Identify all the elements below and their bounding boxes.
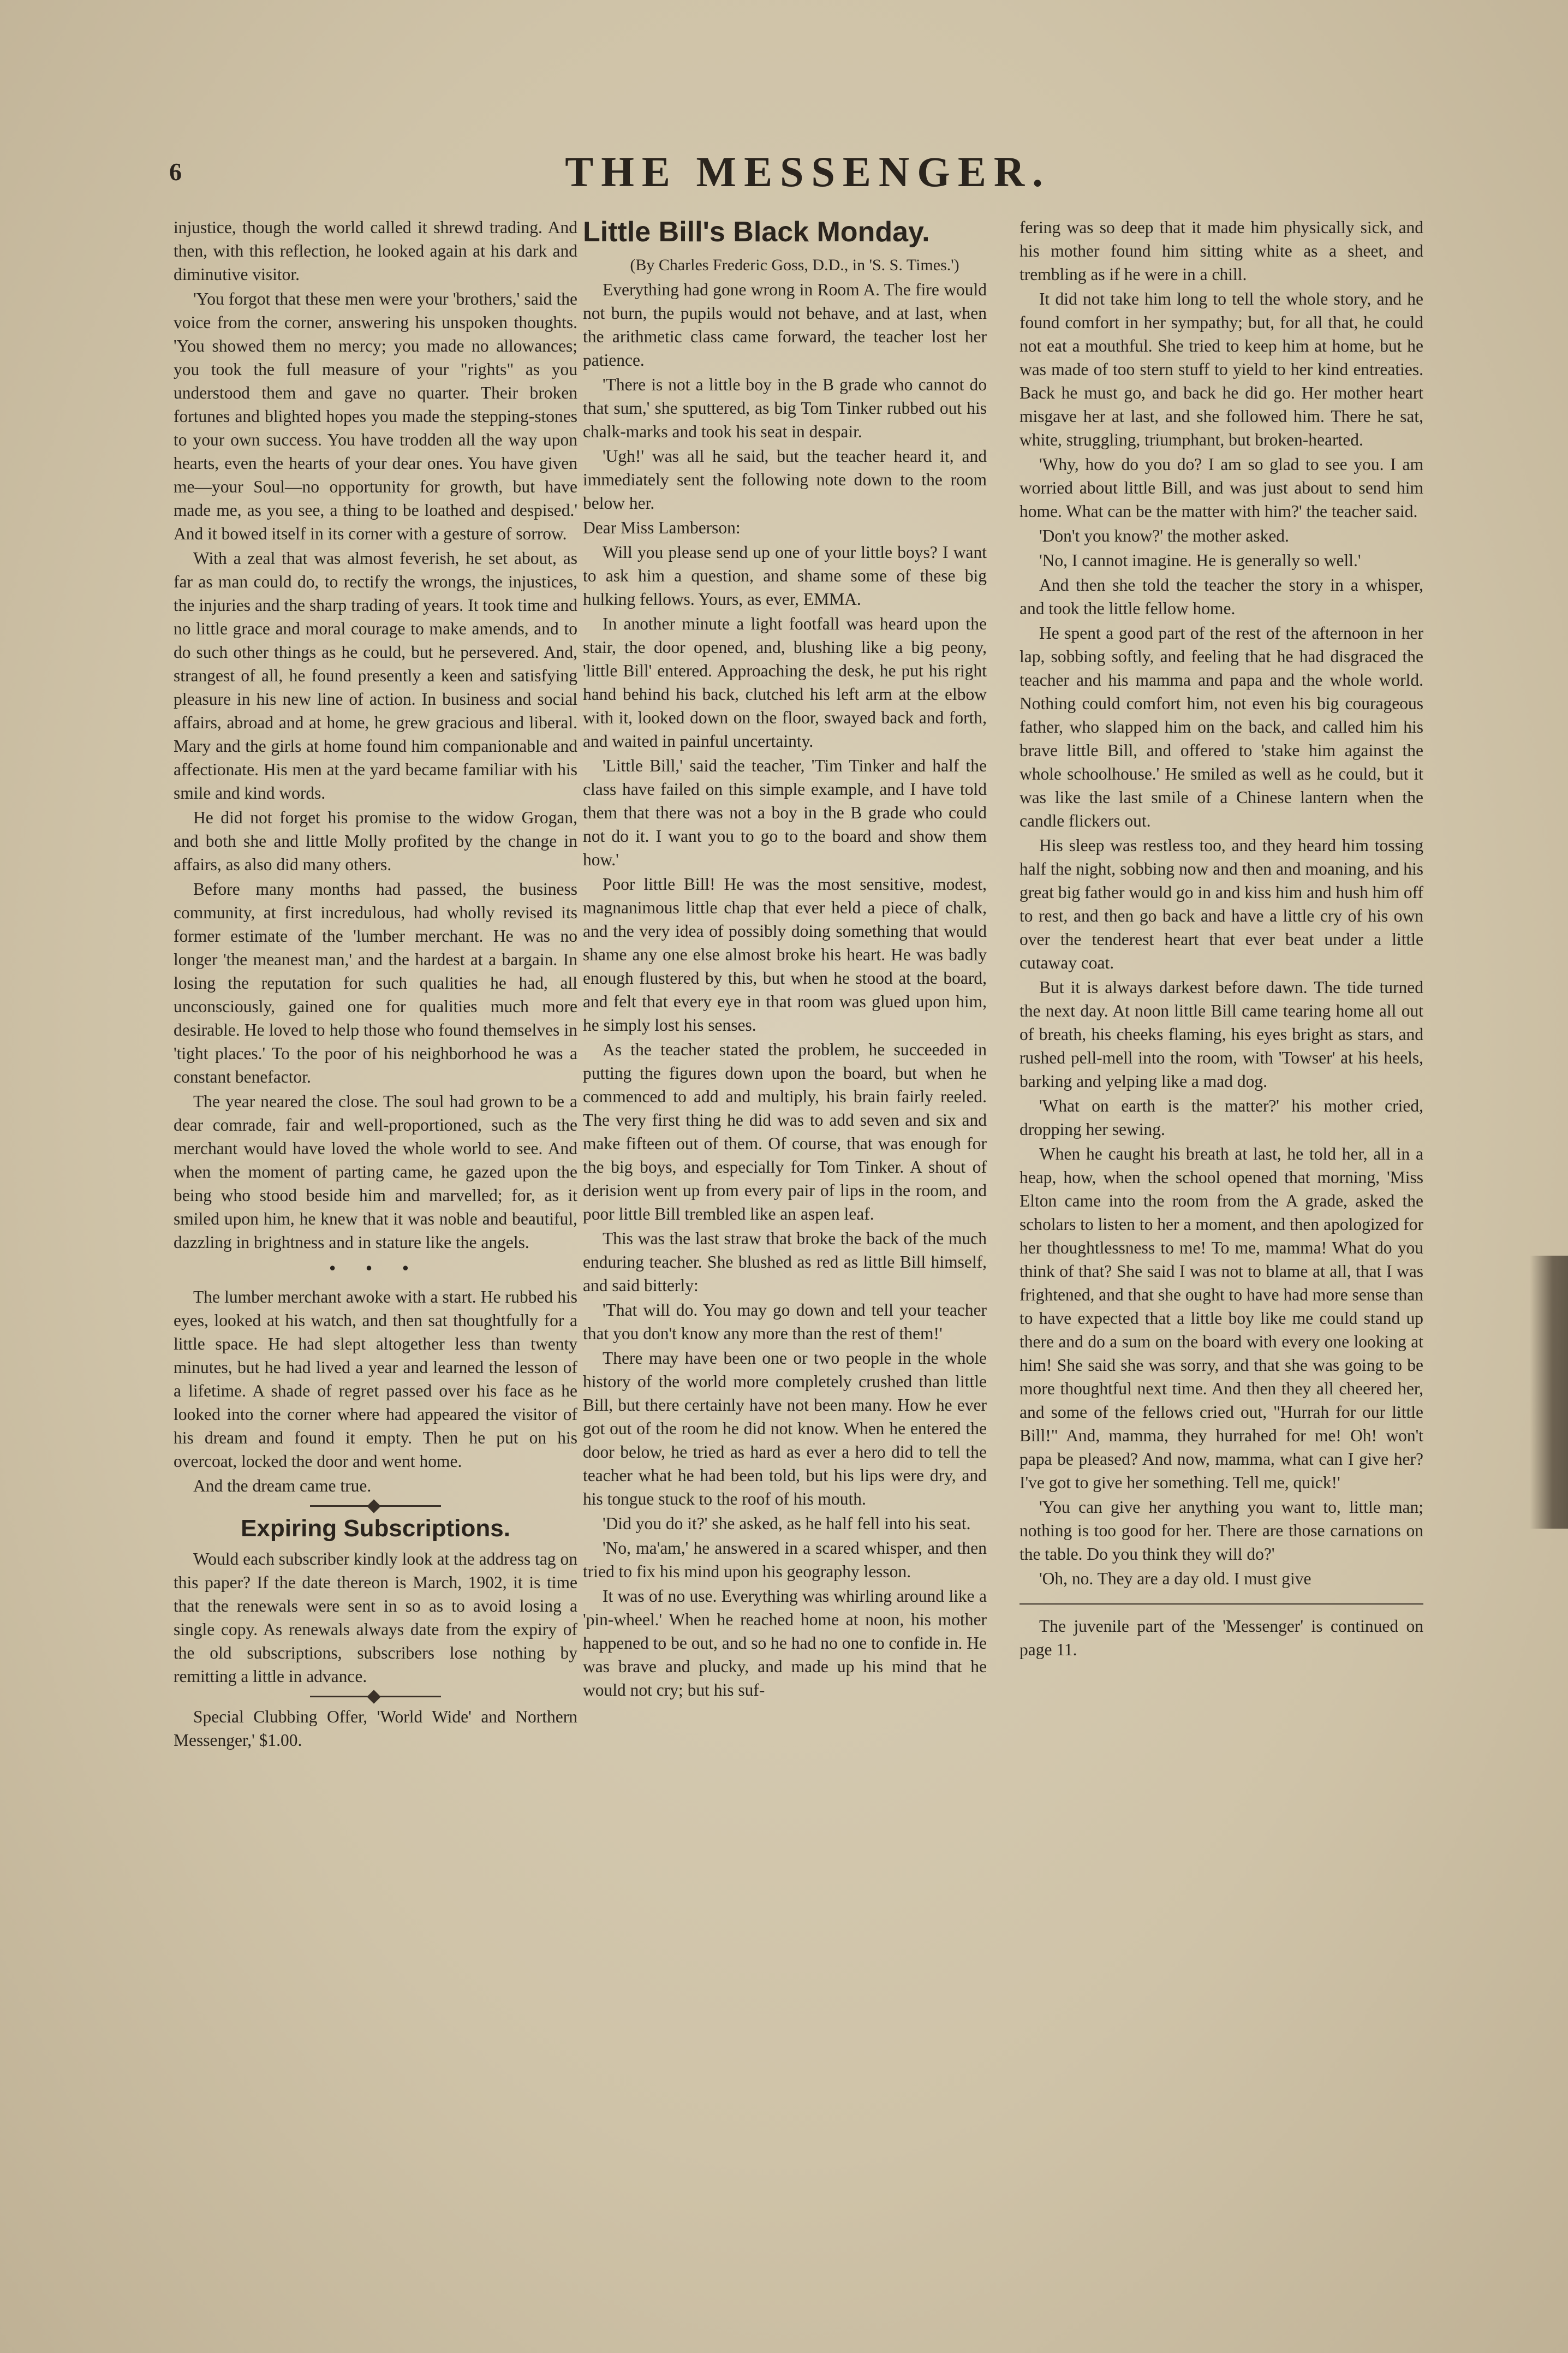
paragraph: 'What on earth is the matter?' his mother cried, dropping her sewing. <box>1020 1096 1423 1139</box>
paragraph: 'No, ma'am,' he answered in a scared whisper, and then tried to fix his mind upon his geography lesson. <box>583 1538 987 1581</box>
paragraph: 'Ugh!' was all he said, but the teacher heard it, and immediately sent the following note down to the room below her. <box>583 447 987 513</box>
paragraph: 'Why, how do you do? I am so glad to see you. I am worried about little Bill, and was just about to send him home. What can be the matter with him?' the teacher said. <box>1020 455 1423 521</box>
page-number: 6 <box>169 158 182 186</box>
story-byline: (By Charles Frederic Goss, D.D., in 'S. S. Times.') <box>630 256 959 274</box>
paragraph: 'Don't you know?' the mother asked. <box>1039 526 1289 545</box>
page-header <box>164 147 1452 197</box>
paragraph: As the teacher stated the problem, he succeeded in putting the figures down upon the board, but when he commenced to add and multiply, his brain fairly reeled. The very first thing he did was to add seven and six and make fifteen out of them. Of course, that was enough for the big boys, and especially for Tom Tinker. A shout of derision went up from every pair of lips in the room, and poor little Bill trembled like an aspen leaf. <box>583 1040 987 1223</box>
expiring-subscriptions-heading: Expiring Subscriptions. <box>241 1515 510 1542</box>
footnote-rule <box>1020 1603 1423 1605</box>
paragraph: The year neared the close. The soul had grown to be a dear comrade, fair and well-proportioned, such as the merchant would have loved the whole world to see. And when the moment of parting came, he gazed upon the being who stood beside him and marvelled; for, as it smiled upon him, he knew that it was noble and beautiful, dazzling in brightness and in stature like the angels. <box>174 1092 577 1252</box>
expiring-subscriptions-text: Would each subscriber kindly look at the address tag on this paper? If the date thereon is March, 1902, it is time that the renewals were sent in so as to avoid losing a single copy. As renewals always date from the expiry of the old subscriptions, subscribers lose nothing by remitting a little in advance. <box>174 1549 577 1686</box>
paragraph: It did not take him long to tell the whole story, and he found comfort in her sympathy; but, for all that, he could not eat a mouthful. She tried to keep him at home, but he was made of too stern stuff to yield to her kind entreaties. Back he must go, and back he did go. Her mother heart misgave her at last, and she followed him. There he sat, white, struggling, triumphant, but broken-hearted. <box>1020 289 1423 449</box>
divider-rule <box>310 1696 441 1697</box>
divider-rule <box>310 1505 441 1507</box>
paragraph: His sleep was restless too, and they heard him tossing half the night, sobbing now and then and moaning, and his great big father would go in and kiss him and hush him off to rest, and then go back and have a little cry of his own over the tenderest heart that ever beat under a little cutaway coat. <box>1020 836 1423 972</box>
paragraph: There may have been one or two people in the whole history of the world more completely crushed than little Bill, but there certainly have not been many. How he ever got out of the room he did not know. When he entered the door below, he tried as hard as ever a hero did to tell the teacher what he had been told, but his lips were dry, and his tongue stuck to the roof of his mouth. <box>583 1348 987 1508</box>
masthead-title: THE MESSENGER. <box>565 148 1051 195</box>
paragraph: The lumber merchant awoke with a start. He rubbed his eyes, looked at his watch, and then sat thoughtfully for a little space. He had slept altogether less than twenty minutes, but he had lived a year and learned the lesson of a lifetime. A shade of regret passed over his face as he looked into the corner where had appeared the visitor of his dream and found it empty. Then he put on his overcoat, locked the door and went home. <box>174 1287 577 1471</box>
paragraph: Everything had gone wrong in Room A. The fire would not burn, the pupils would not behave, and at last, when the arithmetic class came forward, the teacher lost her patience. <box>583 280 987 370</box>
paragraph: 'There is not a little boy in the B grade who cannot do that sum,' she sputtered, as big Tom Tinker rubbed out his chalk-marks and took his seat in despair. <box>583 375 987 441</box>
paragraph: With a zeal that was almost feverish, he set about, as far as man could do, to rectify the wrongs, the injustices, the injuries and the sharp trading of years. It took time and no little grace and moral courage to make amends, and to do such other things as he could, but he persevered. And, strangest of all, he found presently a keen and satisfying pleasure in his new line of action. In business and social affairs, abroad and at home, he grew gracious and liberal. Mary and the girls at home found him companionable and affectionate. His men at the yard became familiar with his smile and kind words. <box>174 549 577 803</box>
letter-salutation: Dear Miss Lamberson: <box>583 518 741 537</box>
letter-body: Will you please send up one of your little boys? I want to ask him a question, and shame some of these big hulking fellows. Yours, as ever, EMMA. <box>583 543 987 609</box>
paragraph: Before many months had passed, the business community, at first incredulous, had wholly revised its former estimate of the 'lumber merchant. He was no longer 'the meanest man,' and the hardest at a bargain. In losing the reputation for such qualities he had, all unconsciously, gained one for qualities much more desirable. He loved to help those who found themselves in 'tight places.' To the poor of his neighborhood he was a constant benefactor. <box>174 880 577 1086</box>
paragraph: 'That will do. You may go down and tell your teacher that you don't know any more than the rest of them!' <box>583 1300 987 1343</box>
paragraph: 'Little Bill,' said the teacher, 'Tim Tinker and half the class have failed on this simple example, and I have told them that there was not a boy in the B grade who could not do it. I want you to go to the board and show them how.' <box>583 756 987 869</box>
page-edge-damage <box>1530 1256 1568 1529</box>
paragraph: Poor little Bill! He was the most sensitive, modest, magnanimous little chap that ever held a piece of chalk, and the very idea of possibly doing something that would shame any one else almost broke his heart. He was badly enough flustered by this, but when he stood at the board, and felt that every eye in that room was glued upon him, he simply lost his senses. <box>583 875 987 1035</box>
story-title: Little Bill's Black Monday. <box>583 216 930 248</box>
paragraph: fering was so deep that it made him physically sick, and his mother found him sitting white as a sheet, and trembling as if he were in a chill. <box>1020 218 1423 284</box>
clubbing-offer: Special Clubbing Offer, 'World Wide' and Northern Messenger,' $1.00. <box>174 1707 577 1750</box>
paragraph: And then she told the teacher the story in a whisper, and took the little fellow home. <box>1020 575 1423 618</box>
paragraph: 'You can give her anything you want to, little man; nothing is too good for her. There are those carnations on the table. Do you think they will do?' <box>1020 1498 1423 1564</box>
paragraph: This was the last straw that broke the back of the much enduring teacher. She blushed as red as little Bill himself, and said bitterly: <box>583 1229 987 1295</box>
paragraph: 'Did you do it?' she asked, as he half fell into his seat. <box>603 1514 971 1533</box>
paragraph: When he caught his breath at last, he told her, all in a heap, how, when the school opened that morning, 'Miss Elton came into the room from the A grade, asked the scholars to listen to her a moment, and then apologized for her thoughtlessness to me! To me, mamma! What do you think of that? She said I was not to blame at all, that I was frightened, and that she ought to have had more sense than to have expected that a little boy like me could stand up there and do a sum on the board with every one looking at him! She said she was sorry, and that she was going to be more thoughtful next time. And then they all cheered her, and some of the fellows cried out, "Hurrah for our little Bill!" And, mamma, they hurrahed for me! Oh! won't papa be pleased? And now, mamma, what can I give her? I've got to give her something. Tell me, quick!' <box>1020 1144 1423 1492</box>
paragraph: And the dream came true. <box>193 1476 372 1495</box>
paragraph: But it is always darkest before dawn. The tide turned the next day. At noon little Bill came tearing home all out of breath, his cheeks flaming, his eyes bright as stars, and rushed pell-mell into the room, with 'Towser' at his heels, barking and yelping like a mad dog. <box>1020 978 1423 1091</box>
paragraph: In another minute a light footfall was heard upon the stair, the door opened, and, blushing like a big peony, 'little Bill' entered. Approaching the desk, he put his right hand behind his back, clutched his left arm at the elbow with it, looked down on the floor, swayed back and forth, and waited in painful uncertainty. <box>583 614 987 751</box>
section-separator: • • • <box>329 1258 422 1277</box>
paragraph: He did not forget his promise to the widow Grogan, and both she and little Molly profited by the change in affairs, as also did many others. <box>174 808 577 874</box>
paragraph: 'Oh, no. They are a day old. I must give <box>1039 1569 1311 1588</box>
column-left <box>174 216 577 1753</box>
paragraph: 'No, I cannot imagine. He is generally so well.' <box>1039 551 1361 570</box>
paragraph: 'You forgot that these men were your 'brothers,' said the voice from the corner, answering his unspoken thoughts. 'You showed them no mercy; you made no allowances; you took the full measure of your "rights" as you understood them and gave no quarter. Their broken fortunes and blighted hopes you made the stepping-stones to your own success. You have trodden all the way upon hearts, even the hearts of your dear ones. You have given me—your Soul—no opportunity for growth, but have made me, as you see, a thing to be loathed and despised.' And it bowed itself in its corner with a gesture of sorrow. <box>174 289 577 543</box>
continuation-note: The juvenile part of the 'Messenger' is continued on page 11. <box>1020 1617 1423 1659</box>
paragraph: He spent a good part of the rest of the afternoon in her lap, sobbing softly, and feeling that he had disgraced the teacher and his mamma and papa and the whole world. Nothing could comfort him, not even his big courageous father, who slapped him on the back, and called him his brave little Bill, and offered to 'stake him against the whole schoolhouse.' He smiled as well as he could, but it was like the last smile of a Chinese lantern when the candle flickers out. <box>1020 623 1423 830</box>
paragraph: It was of no use. Everything was whirling around like a 'pin-wheel.' When he reached home at noon, his mother happened to be out, and so he had no one to confide in. He was brave and plucky, and made up his mind that he would not cry; but his suf- <box>583 1587 987 1700</box>
column-middle <box>583 216 987 1703</box>
column-right <box>1020 216 1423 1662</box>
paragraph: injustice, though the world called it shrewd trading. And then, with this reflection, he looked again at his dark and diminutive visitor. <box>174 218 577 284</box>
